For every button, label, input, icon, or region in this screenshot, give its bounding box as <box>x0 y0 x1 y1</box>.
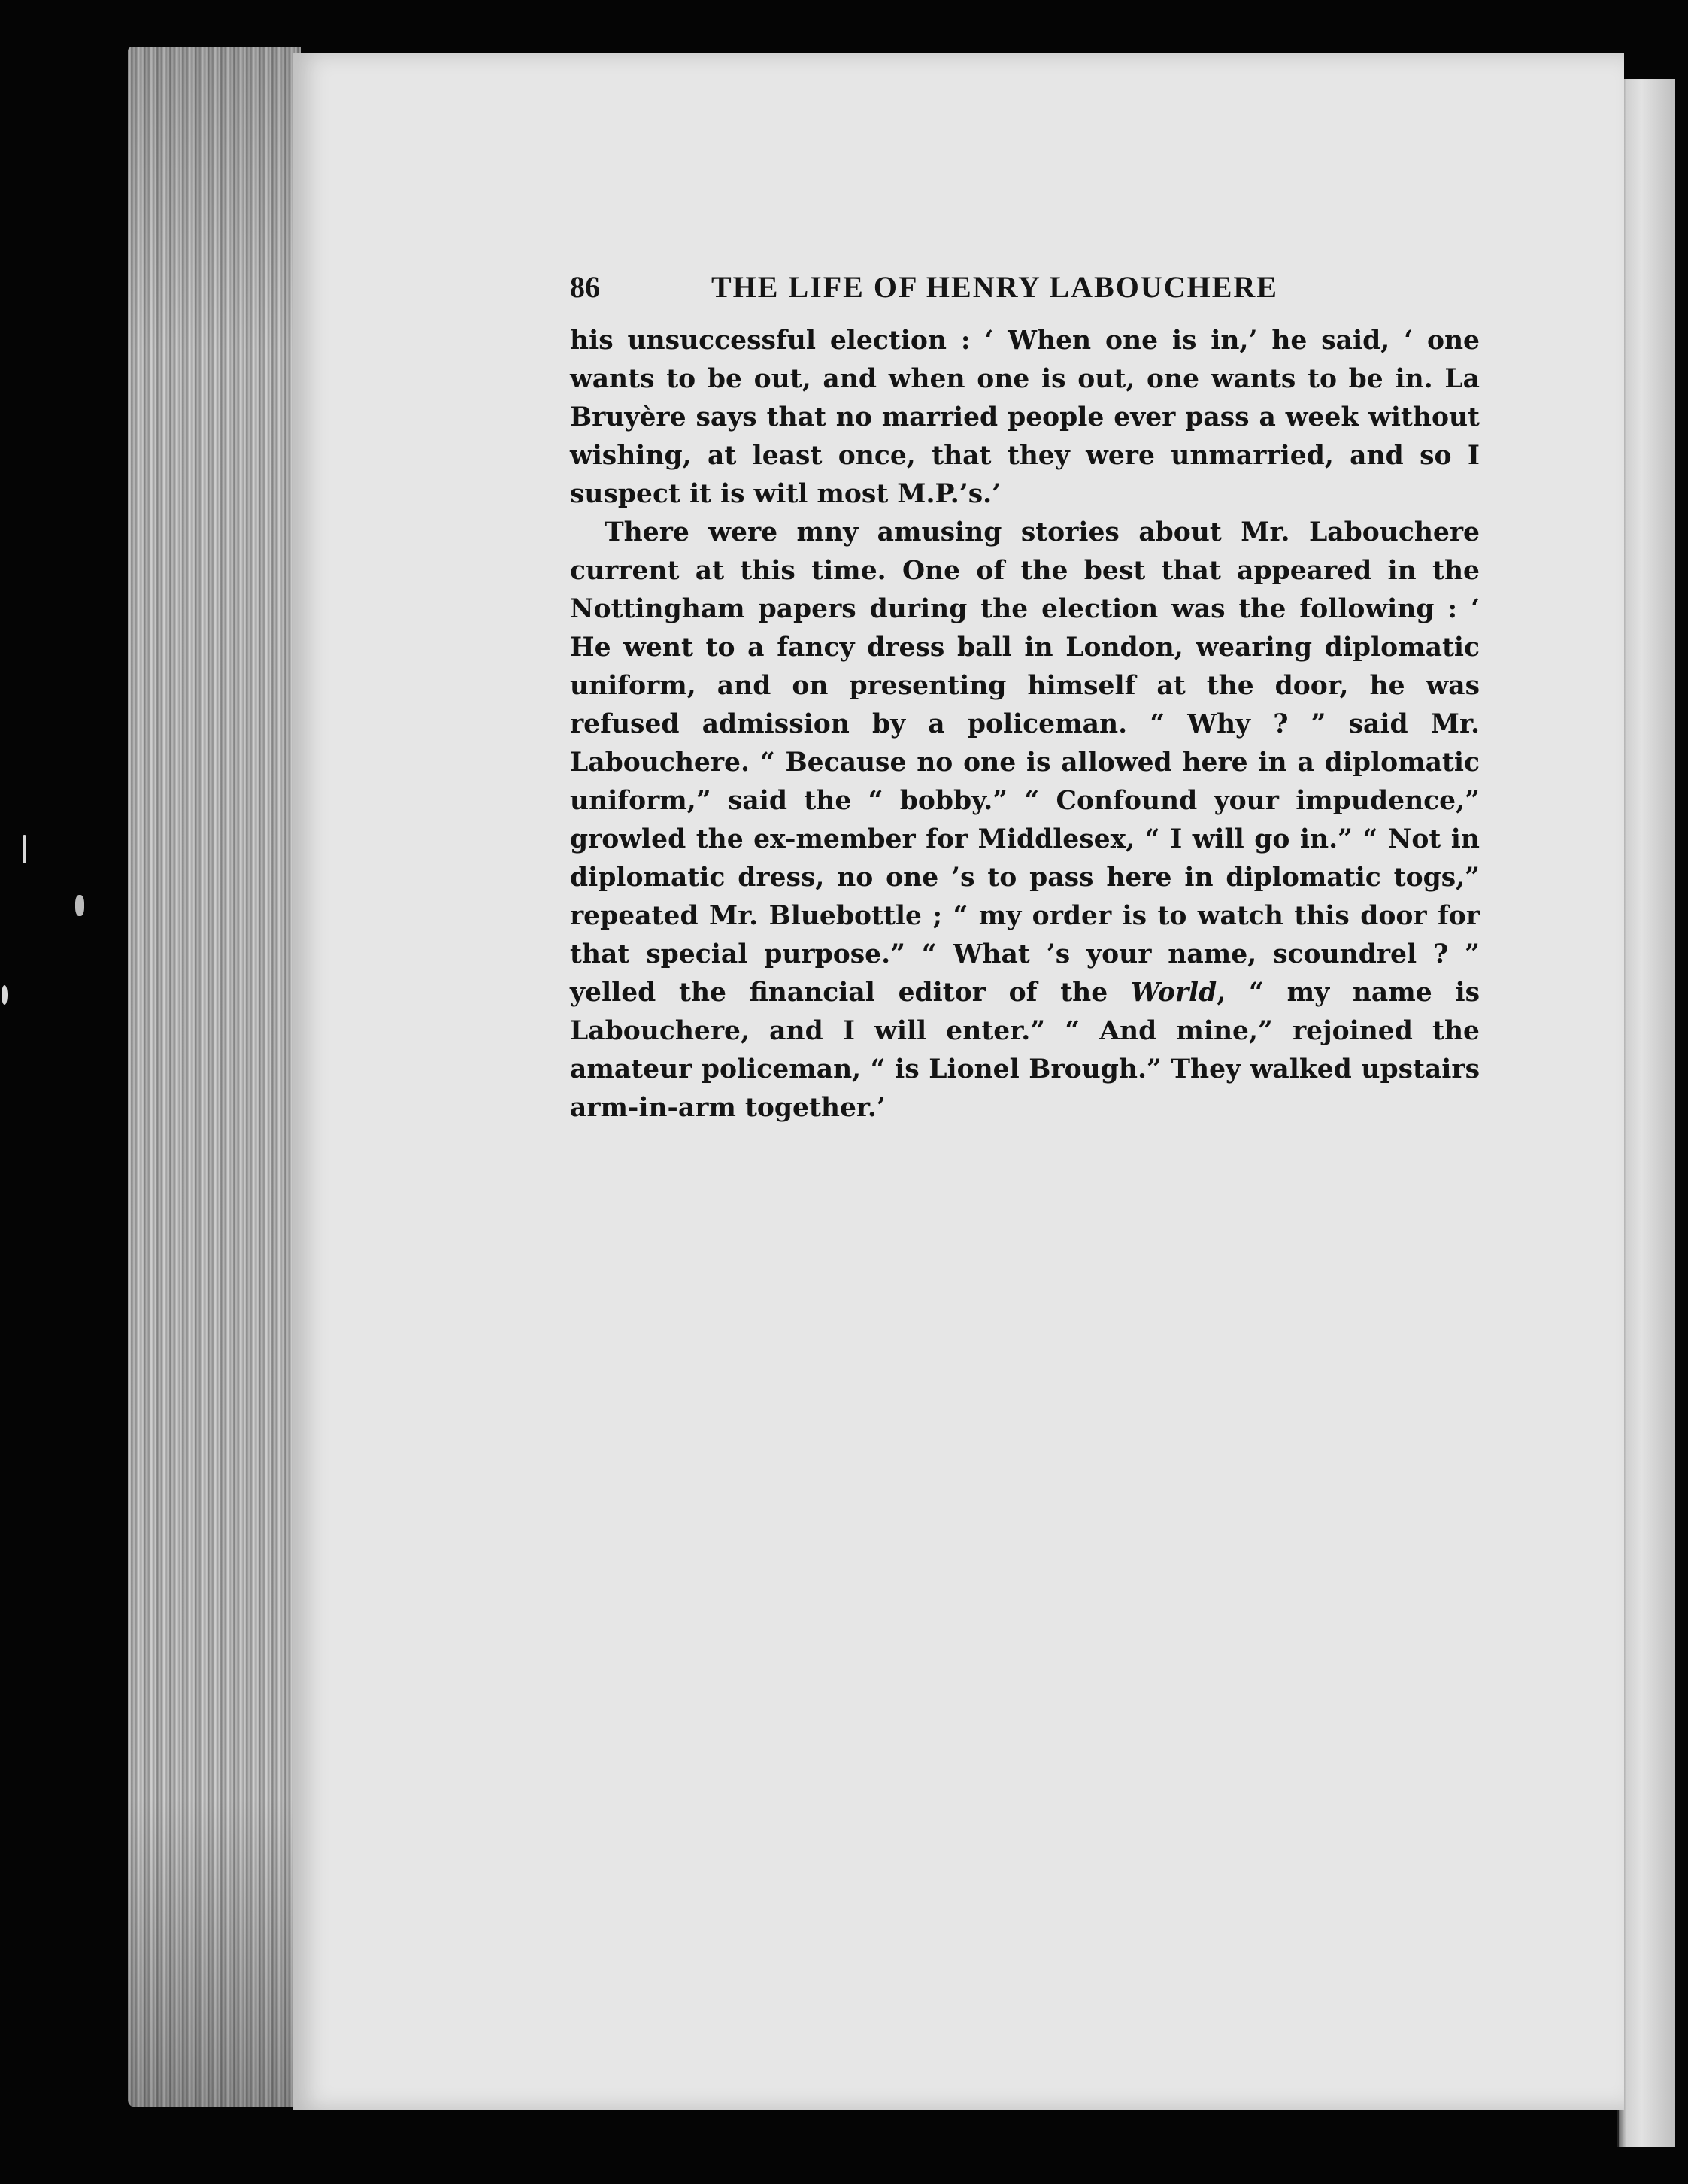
stacked-page-edges <box>128 47 301 2107</box>
paragraph-2-ending: , “ my name is Labouchere, and I will enter.” “ And mine,” rejoined the amateur policeman, “ is Lionel Brough.” They walked upstairs arm-in-arm together.’ <box>570 978 1480 1123</box>
italic-title-world: World <box>1130 978 1217 1008</box>
paragraph-2 <box>570 514 1480 1127</box>
body-text <box>570 322 1480 1127</box>
page-number: 86 <box>570 270 600 304</box>
book-page <box>293 53 1624 2110</box>
paragraph-1: his unsuccessful election : ‘ When one is in,’ he said, ‘ one wants to be out, and when one is out, one wants to be in. La Bruyère says that no married people ever pa⁠ss a week without wishing, at least once, that they were unmarried, and so I suspect it is witl most M.P.’s.’ <box>570 326 1480 509</box>
facing-page-edge <box>1617 79 1675 2147</box>
page-header <box>570 269 1480 314</box>
paragraph-2-text: There were m⁠ny amusing stories about Mr. Labouchere current at this time. One of the best that appeared in the Nottingham papers during the election was the following : ‘ He went to a fancy dress ball in London, wearing diplomatic uniform, and on presenting himself at the door, he was refused admission by a policeman. “ Why ? ” said Mr. Labouchere. “ Because no one is allowed here in a diplomatic uniform,” said the “ bobb⁠y.” “ Confound your impudence,” growled the ex-member fo⁠r Middlesex, “ I will go in.” “ Not in diplomatic dress, no one ’s to pass here in diplomatic togs,” repeated Mr. Bluebottle ; “ my order is to watch this door for that special purpose.” “ What ’s your name, scoundrel ? ” yelled the financial editor of the <box>570 517 1480 1008</box>
running-title: THE LIFE OF HENRY LABOUCHERE <box>711 270 1278 304</box>
margin-speck <box>75 895 84 916</box>
margin-speck <box>23 835 26 863</box>
margin-speck <box>2 985 8 1005</box>
